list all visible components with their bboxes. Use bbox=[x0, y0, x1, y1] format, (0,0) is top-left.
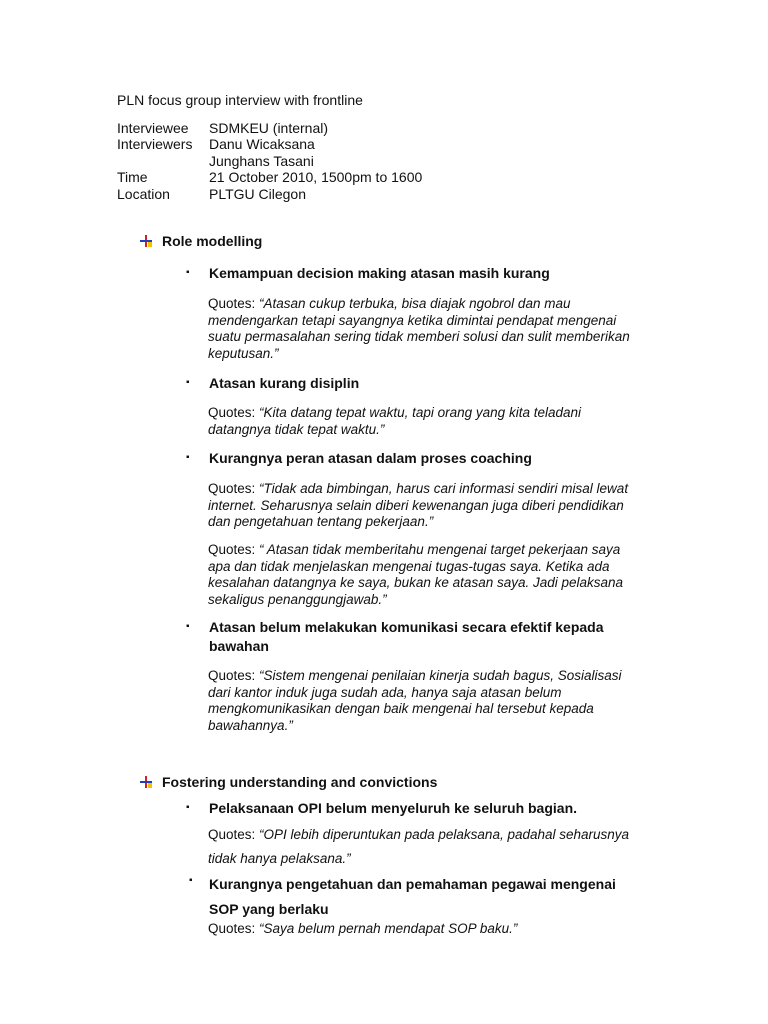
quote-block bbox=[208, 668, 658, 735]
quote-line: keputusan.” bbox=[208, 346, 279, 362]
point-heading bbox=[209, 618, 629, 656]
bullet-icon: ▪ bbox=[186, 621, 190, 632]
quote-line: internet. Seharusnya selain diberi kewenangan juga diberi pendidikan bbox=[208, 497, 624, 513]
quote-line: dan pengetahuan tentang pekerjaan.” bbox=[208, 514, 434, 530]
document-title: PLN focus group interview with frontline bbox=[117, 92, 363, 108]
quote-line: suatu permasalahan sering tidak memberi solusi dan sulit memberikan bbox=[208, 329, 630, 345]
quote-line: “Tidak ada bimbingan, harus cari informasi sendiri misal lewat bbox=[259, 481, 629, 496]
point-heading: Atasan kurang disiplin bbox=[209, 375, 360, 391]
quote-block bbox=[208, 823, 658, 871]
meta-value-interviewers-2: Junghans Tasani bbox=[209, 153, 314, 169]
quote-line: “OPI lebih diperuntukan pada pelaksana, padahal seharusnya bbox=[259, 827, 630, 842]
quote-label: Quotes: bbox=[208, 827, 260, 842]
quote-line: mengkomunikasikan dengan baik mengenai hal tersebut kepada bbox=[208, 701, 594, 717]
bullet-icon: ▪ bbox=[189, 875, 193, 886]
quote-line: “Atasan cukup terbuka, bisa diajak ngobrol dan mau bbox=[259, 296, 571, 311]
quote-line: dari kantor induk juga sudah ada, hanya saja atasan belum bbox=[208, 684, 562, 700]
point-heading: Kurangnya peran atasan dalam proses coaching bbox=[209, 450, 532, 466]
quote-line: sekaligus penanggungjawab.” bbox=[208, 592, 387, 608]
point-heading-line: Atasan belum melakukan komunikasi secara efektif kepada bbox=[209, 619, 604, 635]
point-heading-line: bawahan bbox=[209, 638, 269, 654]
quote-line: “ Atasan tidak memberitahu mengenai target pekerjaan saya bbox=[259, 542, 621, 557]
section-heading-role-modelling: Role modelling bbox=[162, 233, 263, 249]
meta-label-interviewers: Interviewers bbox=[117, 136, 193, 152]
bullet-icon: ▪ bbox=[186, 452, 190, 463]
point-heading-line: Kurangnya pengetahuan dan pemahaman pegawai mengenai bbox=[209, 876, 616, 892]
quote-label: Quotes: bbox=[208, 542, 260, 557]
meta-value-location: PLTGU Cilegon bbox=[209, 186, 307, 202]
meta-label-interviewee: Interviewee bbox=[117, 120, 189, 136]
meta-value-interviewee: SDMKEU (internal) bbox=[209, 120, 329, 136]
bullet-icon: ▪ bbox=[186, 377, 190, 388]
quote-label: Quotes: bbox=[208, 668, 260, 683]
quote-block bbox=[208, 481, 658, 531]
quote-line: “Kita datang tepat waktu, tapi orang yang kita teladani bbox=[259, 405, 581, 420]
meta-label-time: Time bbox=[117, 169, 148, 185]
section-heading-fostering: Fostering understanding and convictions bbox=[162, 774, 438, 790]
quote-line: bawahannya.” bbox=[208, 718, 293, 734]
quote-line: apa dan tidak menjelaskan mengenai tugas-tugas saya. Ketika ada bbox=[208, 558, 610, 574]
quote-block bbox=[208, 921, 658, 938]
quote-block bbox=[208, 542, 658, 609]
section-bullet-icon bbox=[139, 234, 153, 248]
point-heading: Kemampuan decision making atasan masih kurang bbox=[209, 265, 550, 281]
bullet-icon: ▪ bbox=[186, 267, 190, 278]
quote-line: kesalahan datangnya ke saya, bukan ke atasan saya. Jadi pelaksana bbox=[208, 575, 624, 591]
quote-line: “Sistem mengenai penilaian kinerja sudah bagus, Sosialisasi bbox=[259, 668, 622, 683]
quote-line: tidak hanya pelaksana.” bbox=[208, 851, 351, 866]
quote-block bbox=[208, 405, 658, 438]
quote-label: Quotes: bbox=[208, 296, 260, 311]
section-bullet-icon bbox=[139, 775, 153, 789]
meta-value-interviewers: Danu Wicaksana bbox=[209, 136, 315, 152]
quote-label: Quotes: bbox=[208, 405, 260, 420]
point-heading bbox=[209, 872, 629, 922]
point-heading: Pelaksanaan OPI belum menyeluruh ke seluruh bagian. bbox=[209, 800, 578, 816]
quote-line: “Saya belum pernah mendapat SOP baku.” bbox=[259, 921, 518, 936]
meta-label-location: Location bbox=[117, 186, 170, 202]
quote-line: mendengarkan tetapi sayangnya ketika dimintai pendapat mengenai bbox=[208, 312, 617, 328]
meta-value-time: 21 October 2010, 1500pm to 1600 bbox=[209, 169, 423, 185]
quote-label: Quotes: bbox=[208, 921, 260, 936]
quote-line: datangnya tidak tepat waktu.” bbox=[208, 421, 385, 437]
quote-label: Quotes: bbox=[208, 481, 260, 496]
quote-block bbox=[208, 296, 658, 363]
bullet-icon: ▪ bbox=[186, 802, 190, 813]
point-heading-line: SOP yang berlaku bbox=[209, 901, 329, 917]
